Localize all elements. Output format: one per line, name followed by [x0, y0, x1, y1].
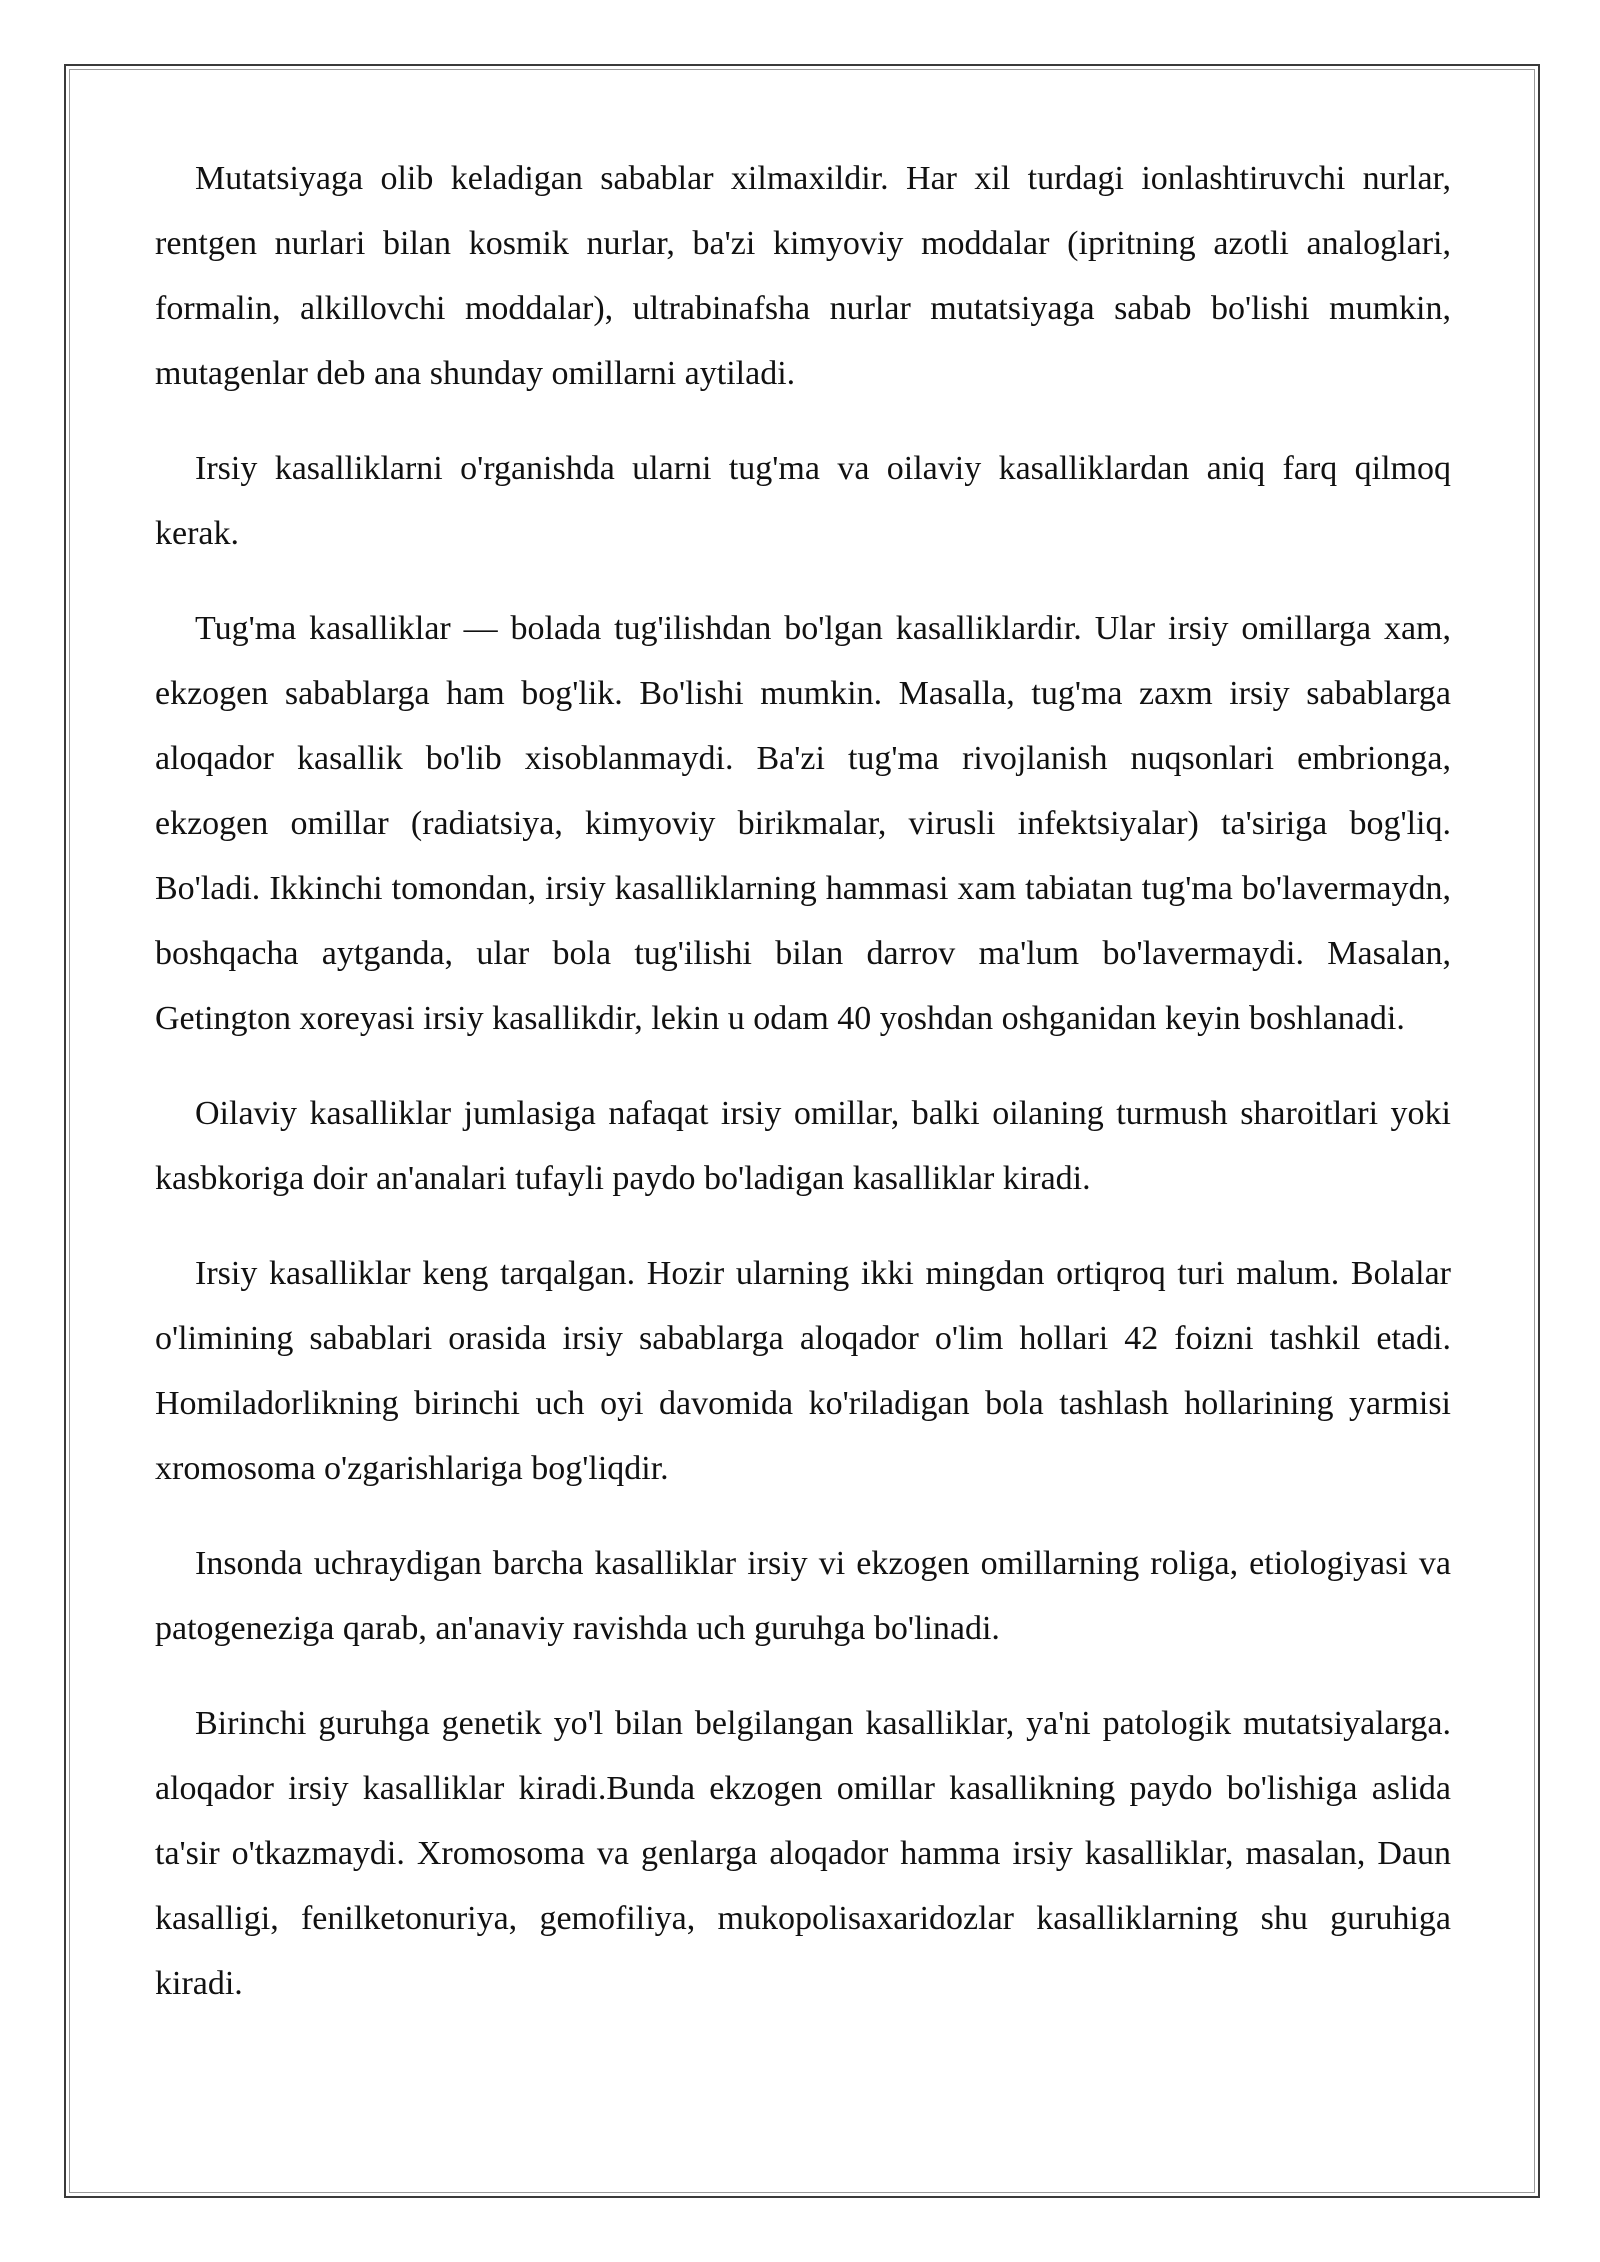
paragraph-family-diseases: Oilaviy kasalliklar jumlasiga nafaqat irsiy omillar, balki oilaning turmush sharoitlari yoki kasbkoriga doir an'analari tufayli paydo bo'ladigan kasalliklar kiradi. [155, 1095, 1451, 1197]
paragraph-mutation-causes: Mutatsiyaga olib keladigan sabablar xilmaxildir. Har xil turdagi ionlashtiruvchi nurlar, rentgen nurlari bilan kosmik nurlar, ba'zi kimyoviy moddalar (ipritning azotli analoglari, formalin, alkillovchi moddalar), ultrabinafsha nurlar mutatsiyaga sabab bo'lishi mumkin, mutagenlar deb ana shunday omillarni aytiladi. [155, 160, 1451, 392]
paragraph-prevalence: Irsiy kasalliklar keng tarqalgan. Hozir ularning ikki mingdan ortiqroq turi malum. Bolalar o'limining sabablari orasida irsiy sabablarga aloqador o'lim hollari 42 foizni tashkil etadi. Homiladorlikning birinchi uch oyi davomida ko'riladigan bola tashlash hollarining yarmisi xromosoma o'zgarishlariga bog'liqdir. [155, 1255, 1451, 1487]
paragraph-three-groups: Insonda uchraydigan barcha kasalliklar irsiy vi ekzogen omillarning roliga, etiologiyasi va patogeneziga qarab, an'anaviy ravishda uch guruhga bo'linadi. [155, 1545, 1451, 1647]
paragraph-first-group: Birinchi guruhga genetik yo'l bilan belgilangan kasalliklar, ya'ni patologik mutatsiyalarga. aloqador irsiy kasalliklar kiradi.Bunda ekzogen omillar kasallikning paydo bo'lishiga aslida ta'sir o'tkazmaydi. Xromosoma va genlarga aloqador hamma irsiy kasalliklar, masalan, Daun kasalligi, fenilketonuriya, gemofiliya, mukopolisaxaridozlar kasalliklarning shu guruhiga kiradi. [155, 1705, 1451, 2002]
paragraph-congenital-diseases: Tug'ma kasalliklar — bolada tug'ilishdan bo'lgan kasalliklardir. Ular irsiy omillarga xam, ekzogen sabablarga ham bog'lik. Bo'lishi mumkin. Masalla, tug'ma zaxm irsiy sabablarga aloqador kasallik bo'lib xisoblanmaydi. Ba'zi tug'ma rivojlanish nuqsonlari embrionga, ekzogen omillar (radiatsiya, kimyoviy birikmalar, virusli infektsiyalar) ta'siriga bog'liq. Bo'ladi. Ikkinchi tomondan, irsiy kasalliklarning hammasi xam tabiatan tug'ma bo'lavermaydn, boshqacha aytganda, ular bola tug'ilishi bilan darrov ma'lum bo'lavermaydi. Masalan, Getington xoreyasi irsiy kasallikdir, lekin u odam 40 yoshdan oshganidan keyin boshlanadi. [155, 610, 1451, 1037]
paragraph-hereditary-vs-congenital: Irsiy kasalliklarni o'rganishda ularni tug'ma va oilaviy kasalliklardan aniq farq qilmoq kerak. [155, 450, 1451, 552]
document-body [155, 146, 1451, 2046]
